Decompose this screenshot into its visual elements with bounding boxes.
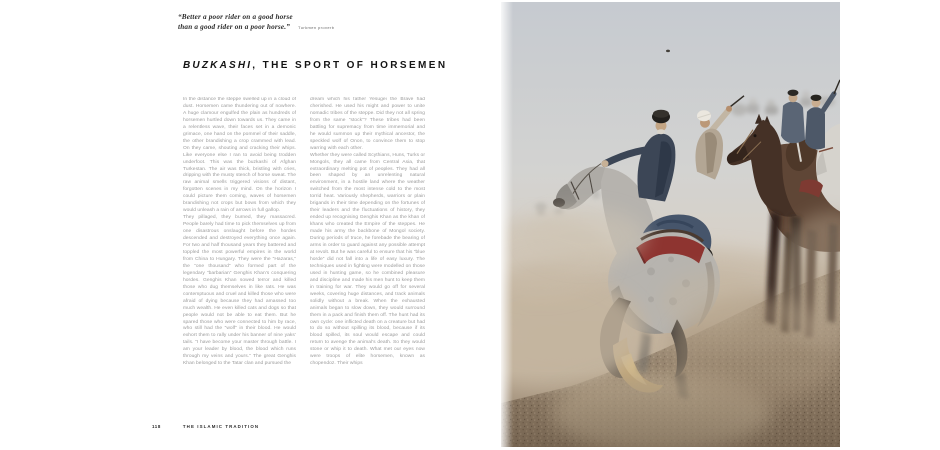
paragraph: Whether they were called Scythians, Huns, Turks or Mongols, they all came from Central Asia, that extraordinary melting pot of peoples. They had all been shaped by an unrelenting natural environment, in a hostile land where the weather switched from the most intense cold to the most torrid heat. Variously shepherds, warriors or plain brigands in their time depending on the fortunes of their leaders and the fluctuations of history, they ended up recognising Genghis Khan as the khan of khans who created the Empire of the steppes. He made his army the backbone of Mongol society. During periods of truce, he forebade the bearing of arms in order to guard against any possible attempt at revolt. But he was careful to ensure that his “blue horde” did not fall into a life of easy luxury. The techniques used in fighting were modelled on those used in hunting game, so he combined pleasure and discipline and made his men hunt to keep them in training for war. They would go off for several weeks, covering huge distances, and track animals solidly without a break. When the exhausted animals began to slow down, they would surround them in a pack and finish them off. The hunt had its own cycle: one inflicted death on a creature but had to do so without spilling its blood, because if its blood spilled, its soul would escape and could return to avenge the animal’s death. So they would stone or whip it to death. What met our eyes now were troops of elite horsemen, known as chopendoz. Their whips xyxy=(310,152,425,367)
rider-coat xyxy=(781,101,805,143)
white-beard xyxy=(657,129,665,134)
text-column-1 xyxy=(183,97,296,409)
rider-cap xyxy=(811,95,822,101)
paragraph: In the distance the steppe swelled up in a cloud of dust. Horsemen came thundering out of nowhere. A huge clamour engulfed the plain as hundreds of horsemen hurtled down towards us. They came in a relentless wave, their faces set in a demonic grimace, one hand on the pommel of their saddle, the other brandishing a crop crammed with lead. On they came, shouting and cracking their whips. Like everyone else I ran to avoid being trodden underfoot. This was the buzkashi of Afghan Turkestan. The air was thick, bristling with cries, dripping with the musty stench of horse sweat. The raw animal smells triggered visions of distant, forgotten scenes in my mind. On the horizon I could picture them coming, waves of horsemen brandishing not crops but bows from which they would unleash a rain of arrows in full gallop. xyxy=(183,97,296,214)
page-number: 118 xyxy=(152,424,161,429)
quote-attribution: Turkmen proverb xyxy=(298,24,335,30)
page-title xyxy=(183,60,447,71)
paragraph: They pillaged, they burned, they massacred. People barely had time to pick themselves up from one disastrous onslaught before the hordes descended and destroyed everything once again. For two and half thousand years they battered and toppled the most powerful empires in the world from China to Hungary. They were the “Hazaras,” the “one thousand” who formed part of the legendary “barbarian” Genghis Khan’s conquering hordes. Genghis Khan sowed terror and killed those who dug themselves in like rats. He was contemptuous and cruel and killed those who were afraid of dying because they had amassed too much wealth. He even killed cats and dogs so that people would not be able to eat them. But he spared those who were connected to him by race, who still had the “wolf” in their blood. He would exhort them to rally under his banner of nine yaks’ tails. “I have become your master through battle. I am your leader by blood, the blood which runs through my veins and yours.” The great Genghis Khan belonged to the Tatar clan and pursued the xyxy=(183,215,296,367)
quote-line-2: than a good rider on a poor horse.” Turkmen proverb xyxy=(178,22,335,31)
bottom-vignette xyxy=(501,371,840,447)
epigraph-quote xyxy=(178,13,334,32)
bird-in-sky xyxy=(666,50,670,53)
text-column-2 xyxy=(310,97,425,409)
page-footer xyxy=(152,424,259,429)
paragraph: dream which his father Yesugei the Brave had cherished. He used his might and power to unite nomadic tribes of the steppe. Did they not all spring from the same “stock”? These tribes had been battling for supremacy from time immemorial and he would summon up their mythical ancestor, the speckled wolf of Onon, to convince them to stop warring with each other. xyxy=(310,97,425,151)
title-rest: , THE SPORT OF HORSEMEN xyxy=(252,60,448,71)
buzkashi-photograph xyxy=(501,2,840,447)
rider-cap xyxy=(788,90,799,96)
gutter-highlight xyxy=(501,2,513,447)
title-emphasis: BUZKASHI xyxy=(183,60,253,71)
section-title: THE ISLAMIC TRADITION xyxy=(182,424,260,429)
quote-line-1: “Better a poor rider on a good horse xyxy=(178,13,293,21)
photo-illustration xyxy=(501,2,840,447)
